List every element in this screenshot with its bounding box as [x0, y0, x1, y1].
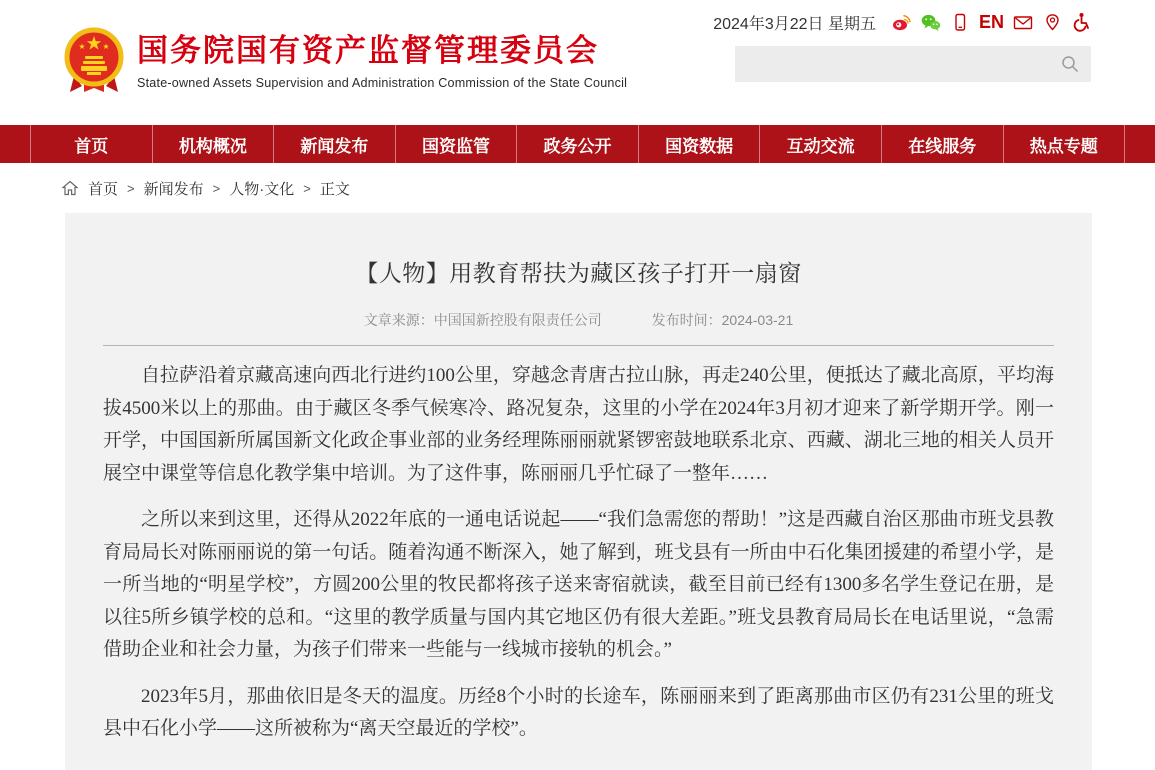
breadcrumb-separator: >	[303, 180, 311, 196]
breadcrumb	[0, 163, 1155, 213]
org-title-block	[137, 34, 627, 90]
breadcrumb-separator: >	[127, 180, 135, 196]
breadcrumb-people-culture[interactable]: 人物·文化	[229, 180, 295, 198]
national-emblem-logo	[62, 26, 126, 98]
mail-icon[interactable]	[1013, 12, 1033, 32]
org-name-cn: 国务院国有资产监督管理委员会	[137, 33, 599, 68]
nav-item-online-service[interactable]: 在线服务	[881, 125, 1003, 163]
nav-item-hot-topics[interactable]: 热点专题	[1003, 125, 1126, 163]
location-icon[interactable]	[1042, 12, 1062, 32]
breadcrumb-news[interactable]: 新闻发布	[143, 180, 204, 198]
article-paragraph: 自拉萨沿着京藏高速向西北行进约100公里，穿越念青唐古拉山脉，再走240公里，便抵达了藏北高原，平均海拔4500米以上的那曲。由于藏区冬季气候寒冷、路况复杂，这里的小学在2024年3月初才迎来了新学期开学。刚一开学，中国国新所属国新文化政企事业部的业务经理陈丽丽就紧锣密鼓地联系北京、西藏、湖北三地的相关人员开展空中课堂等信息化教学集中培训。为了这件事，陈丽丽几乎忙碌了一整年……	[103, 365, 1054, 484]
publish-time-value: 2024-03-21	[721, 312, 794, 328]
nav-item-home[interactable]: 首页	[30, 125, 152, 163]
breadcrumb-home[interactable]: 首页	[88, 180, 119, 198]
main-nav	[0, 125, 1155, 163]
article-paragraph: 之所以来到这里，还得从2022年底的一通电话说起——“我们急需您的帮助！”这是西藏自治区那曲市班戈县教育局局长对陈丽丽说的第一句话。随着沟通不断深入，她了解到，班戈县有一所由中石化集团援建的希望小学，是一所当地的“明星学校”，方圆200公里的牧民都将孩子送来寄宿就读，截至目前已经有1300多名学生登记在册，是以往5所乡镇学校的总和。“这里的教学质量与国内其它地区仍有很大差距。”班戈县教育局局长在电话里说，“急需借助企业和社会力量，为孩子们带来一些能与一线城市接轨的机会。”	[103, 509, 1054, 660]
article-source-value: 中国国新控股有限责任公司	[433, 312, 602, 328]
nav-item-gov-affairs[interactable]: 政务公开	[516, 125, 638, 163]
site-header	[0, 0, 1155, 125]
article-title: 【人物】用教育帮扶为藏区孩子打开一扇窗	[355, 260, 802, 286]
article-source-label: 文章来源：	[363, 312, 434, 328]
accessibility-icon[interactable]	[1071, 12, 1091, 32]
publish-time-label: 发布时间：	[651, 312, 722, 328]
top-utility-bar	[713, 11, 1091, 33]
language-en-link[interactable]: EN	[978, 12, 1004, 32]
nav-item-interaction[interactable]: 互动交流	[759, 125, 881, 163]
article-body	[65, 346, 1092, 746]
article-container	[65, 213, 1092, 770]
wechat-icon[interactable]	[921, 12, 941, 32]
article-meta	[65, 310, 1092, 330]
breadcrumb-current: 正文	[319, 180, 350, 198]
search-box	[735, 46, 1091, 82]
nav-item-news[interactable]: 新闻发布	[273, 125, 395, 163]
current-date: 2024年3月22日 星期五	[713, 15, 876, 33]
nav-item-supervision[interactable]: 国资监管	[395, 125, 517, 163]
breadcrumb-separator: >	[212, 180, 221, 196]
search-button[interactable]	[1049, 46, 1091, 82]
weibo-icon[interactable]	[892, 12, 912, 32]
mobile-icon[interactable]	[950, 12, 970, 32]
search-input[interactable]	[735, 46, 1049, 82]
article-paragraph: 2023年5月，那曲依旧是冬天的温度。历经8个小时的长途车，陈丽丽来到了距离那曲市区仍有231公里的班戈县中石化小学——这所被称为“离天空最近的学校”。	[103, 685, 1054, 739]
home-icon	[62, 180, 78, 196]
org-name-en: State-owned Assets Supervision and Administration Commission of the State Council	[137, 76, 628, 90]
nav-item-org-overview[interactable]: 机构概况	[152, 125, 274, 163]
nav-item-data[interactable]: 国资数据	[638, 125, 760, 163]
article-source	[364, 312, 602, 328]
search-icon	[1060, 54, 1080, 74]
article-publish-time	[652, 312, 794, 328]
